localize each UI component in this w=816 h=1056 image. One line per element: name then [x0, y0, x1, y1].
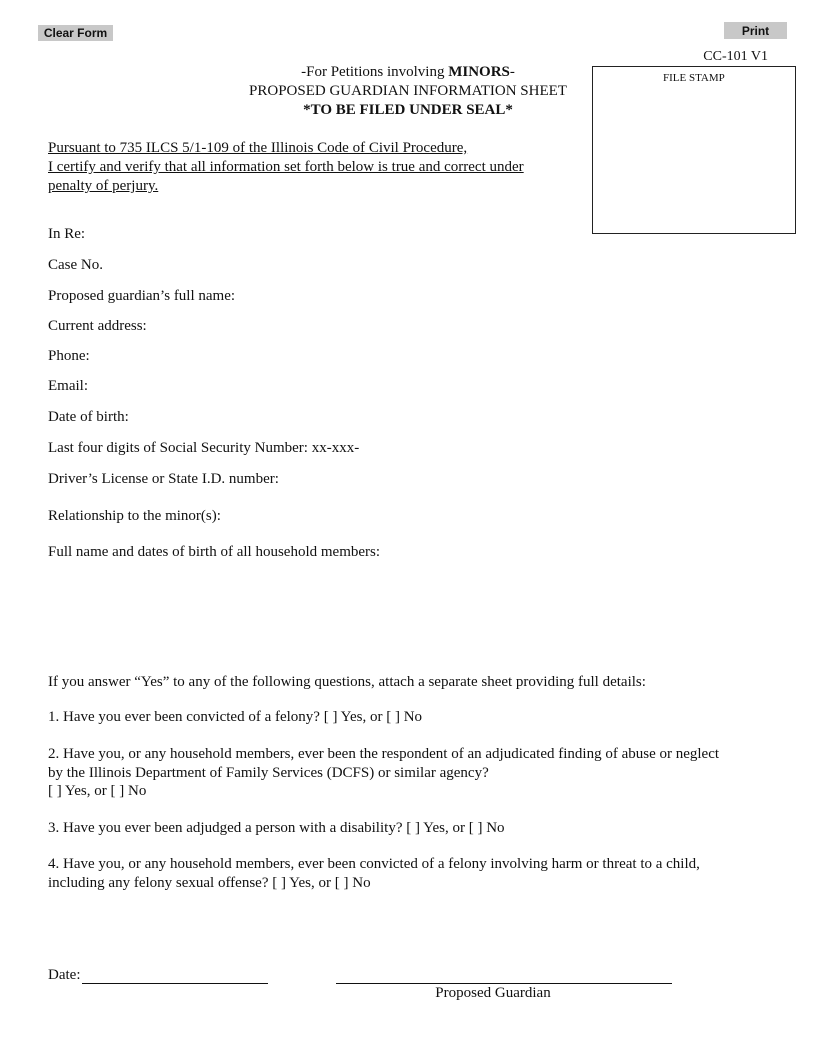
date-label: Date: [48, 967, 81, 983]
question-4-line-1: 4. Have you, or any household members, ever been convicted of a felony involving harm or threat to a child, [48, 856, 700, 872]
date-line [82, 983, 268, 984]
question-2-line-2: by the Illinois Department of Family Services (DCFS) or similar agency? [48, 765, 489, 781]
guardian-name-input[interactable] [255, 288, 755, 306]
certification-line-2: I certify and verify that all information set forth below is true and correct under [48, 159, 524, 175]
form-code: CC-101 V1 [703, 49, 768, 64]
header-prefix: -For Petitions involving [301, 64, 449, 80]
header-minors-line [138, 64, 678, 81]
dob-label: Date of birth: [48, 409, 129, 425]
question-2-line-1: 2. Have you, or any household members, ever been the respondent of an adjudicated finding of abuse or neglect [48, 746, 720, 762]
header-suffix: - [509, 64, 515, 80]
seal-notice: *TO BE FILED UNDER SEAL* [303, 102, 513, 118]
relationship-input[interactable] [238, 508, 738, 526]
ssn-input[interactable] [382, 440, 462, 458]
current-address-label: Current address: [48, 318, 147, 334]
ssn-label: Last four digits of Social Security Number: xx-xxx- [48, 440, 360, 456]
relationship-label: Relationship to the minor(s): [48, 508, 221, 524]
question-1: 1. Have you ever been convicted of a felony? [ ] Yes, or [ ] No [48, 709, 423, 725]
header-minors-bold: MINORS [448, 64, 510, 80]
question-3: 3. Have you ever been adjudged a person with a disability? [ ] Yes, or [ ] No [48, 820, 505, 836]
print-button[interactable]: Print [724, 22, 787, 39]
certification-line-1: Pursuant to 735 ILCS 5/1-109 of the Illinois Code of Civil Procedure, [48, 140, 468, 156]
form-title: PROPOSED GUARDIAN INFORMATION SHEET [249, 83, 567, 99]
household-input[interactable] [48, 564, 748, 660]
date-input[interactable] [84, 965, 266, 983]
household-label: Full name and dates of birth of all household members: [48, 544, 381, 560]
dob-input[interactable] [140, 409, 440, 427]
case-no-input[interactable] [110, 257, 580, 275]
phone-label: Phone: [48, 348, 90, 364]
case-no-label: Case No. [48, 257, 103, 273]
question-4-line-2: including any felony sexual offense? [ ] Yes, or [ ] No [48, 875, 371, 891]
questions-intro: If you answer “Yes” to any of the following questions, attach a separate sheet providing full details: [48, 674, 646, 690]
in-re-label: In Re: [48, 226, 86, 242]
guardian-signature-label: Proposed Guardian [435, 985, 551, 1001]
question-2-line-3: [ ] Yes, or [ ] No [48, 783, 147, 799]
clear-form-button[interactable]: Clear Form [38, 25, 113, 41]
certification-line-3: penalty of perjury. [48, 178, 159, 194]
current-address-input[interactable] [160, 318, 760, 336]
guardian-name-label: Proposed guardian’s full name: [48, 288, 236, 304]
license-input[interactable] [300, 471, 700, 489]
file-stamp-label: FILE STAMP [663, 72, 725, 84]
guardian-signature-line [336, 983, 672, 984]
license-label: Driver’s License or State I.D. number: [48, 471, 279, 487]
phone-input[interactable] [98, 348, 498, 366]
in-re-input[interactable] [92, 226, 582, 244]
email-label: Email: [48, 378, 88, 394]
email-input[interactable] [96, 378, 596, 396]
